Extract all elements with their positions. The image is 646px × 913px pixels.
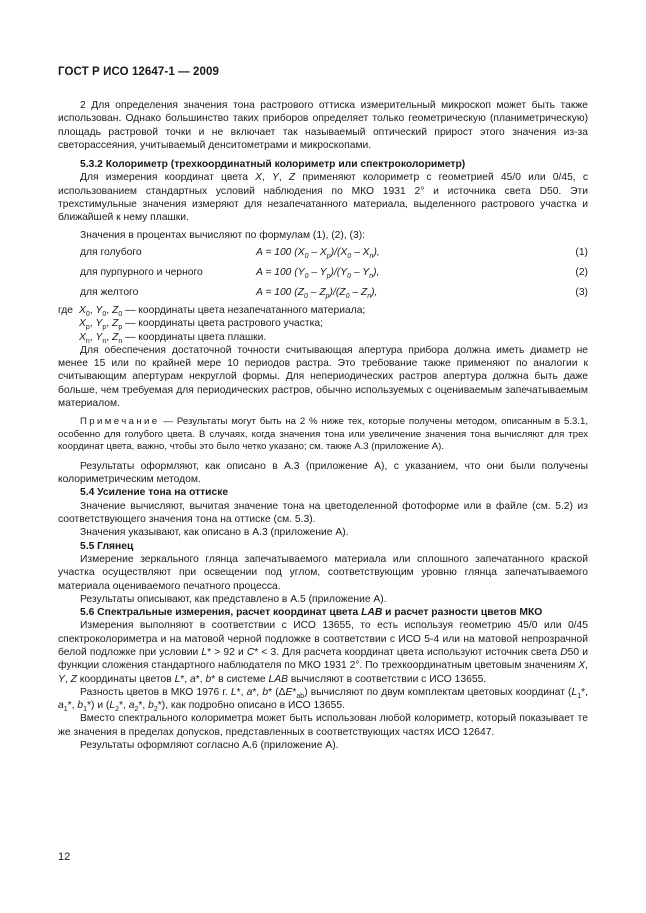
section-5-3-2-heading: 5.3.2 Колориметр (трехкоординатный колориметр или спектроколориметр)	[80, 159, 466, 171]
section-5-6-paragraph-3: Вместо спектрального колориметра может быть использован любой колориметр, который показывает те же значения в пределах допусков, представленных в соответствующих частях ИСО 12647.	[58, 713, 588, 738]
formula-number: (3)	[575, 286, 588, 298]
formula-label: для желтого	[80, 286, 139, 298]
section-5-4-paragraph-1: Значение вычисляют, вычитая значение тона на цветоделенной фотоформе или в файле (см. 5.2) из соответствующего значения тона на оттиске (см. 5.3).	[58, 500, 588, 526]
formula-label: для голубого	[80, 246, 142, 258]
document-header: ГОСТ Р ИСО 12647-1 — 2009	[58, 66, 220, 78]
section-5-4-heading: 5.4 Усиление тона на оттиске	[80, 487, 229, 499]
section-5-5-heading: 5.5 Глянец	[80, 540, 134, 552]
section-5-6-paragraph-4: Результаты оформляют согласно А.6 (приложение А).	[80, 740, 339, 752]
formula-row	[58, 262, 588, 282]
formula-expression: A = 100 $(Y_0 - Y_p)/(Y_0 - Y_n)$,	[256, 266, 380, 281]
note-paragraph: Примечание — Результаты могут быть на 2 % ниже тех, которые получены методом, описанным в 5.3.1, особенно для голубого цвета. В случаях, когда значения тона или увеличение значения тона вычисляют для трех координат цвета, важно, чтобы это было четко указано; см. также А.3 (приложение А).	[58, 416, 588, 453]
section-5-3-2-paragraph-3: Результаты оформляют, как описано в А.3 (приложение А), с указанием, что они были получены колориметрическим методом.	[58, 460, 588, 486]
section-5-6-paragraph-1: Измерения выполняют в соответствии с ИСО 13655, то есть используя геометрию 45/0 или 0/45 спектроколориметра и на матовой черной подложке в соответствии с ИСО 5-4 или на матовой непрозрачной белой подложке при условии L* > 92 и C* < 3. Для расчета координат цвета используют источник света D50 и функции сложения стандартного наблюдателя по МКО 1931 2°. По трехкоординатным цветовым значениям X, Y, Z координаты цветов L*, a*, b* в системе LAB вычисляют в соответствии с ИСО 13655.	[58, 620, 588, 685]
definition: $X_p$, $Y_p$, $Z_p$ — координаты цвета растрового участка;	[79, 318, 323, 332]
note-label: Примечание	[80, 416, 160, 428]
formulas-intro: Значения в процентах вычисляют по формулам (1), (2), (3):	[80, 229, 365, 241]
page-content	[58, 99, 588, 752]
definition-row	[58, 331, 588, 344]
section-5-3-2-paragraph-2: Для обеспечения достаточной точности считывающая апертура прибора должна иметь диаметр не менее 15 или по крайней мере 10 периодов растра. Это требование также применяют по аналогии к считывающим апертурам некруглой формы. Для непериодических растров апертура должна быть даже больше, чем требуемая для периодических растров, обычно используемых с оцениваемым запечатываемым материалом.	[58, 344, 588, 410]
definition-row	[58, 304, 588, 317]
page-number: 12	[58, 851, 71, 863]
section-5-3-2-paragraph-1: Для измерения координат цвета X, Y, Z применяют колориметр с геометрией 45/0 или 0/45, с использованием стандартных условий наблюдения по МКО 1931 2° и источника света D50. Эти трехстимульные значения измеряют для незапечатанного материала, выделенного растрового участка и ближайшей к нему плашки.	[58, 172, 588, 224]
variable-definitions	[58, 304, 588, 344]
section-5-5-paragraph-1: Измерение зеркального глянца запечатываемого материала или сплошного запечатанного краской участка осуществляют при освещении под углом, соответствующим уровню глянца запечатываемого материала оцениваемого печатного процесса.	[58, 553, 588, 592]
section-5-6-paragraph-2: Разность цветов в МКО 1976 г. L*, a*, b* $(\Delta E*_{ab})$ вычисляют по двум комплектам цветовых координат ($L_1*$, $a_1*$, $b_1*$) и ($L_2*$, $a_2*$, $b_2*$), как подробно описано в ИСО 13655.	[58, 686, 588, 714]
definition: $X_0$, $Y_0$, $Z_0$ — координаты цвета незапечатанного материала;	[79, 304, 366, 319]
formula-number: (1)	[575, 246, 588, 258]
formula-row	[58, 282, 588, 302]
formula-expression: A = 100 $(X_0 - X_p)/(X_0 - X_n)$,	[256, 246, 380, 261]
definition: $X_n$, $Y_n$, $Z_n$ — координаты цвета плашки.	[79, 331, 267, 345]
section-5-6-heading: 5.6 Спектральные измерения, расчет координат цвета LAB и расчет разности цветов МКО	[80, 607, 543, 619]
section-5-5-paragraph-2: Результаты описывают, как представлено в А.5 (приложение А).	[80, 593, 387, 605]
where-label: где	[58, 304, 74, 316]
formula-number: (2)	[575, 266, 588, 278]
formula-expression: A = 100 $(Z_0 - Z_p)/(Z_0 - Z_n)$,	[256, 286, 378, 301]
formula-label: для пурпурного и черного	[80, 266, 203, 278]
formula-row	[58, 242, 588, 262]
section-5-4-paragraph-2: Значения указывают, как описано в А.3 (приложение А).	[80, 527, 349, 539]
definition-row	[58, 317, 588, 330]
note-2: 2 Для определения значения тона растрового оттиска измерительный микроскоп может быть также использован. Однако большинство таких приборов определяет только геометрическую (планиметрическую) площадь растровой точки и не включает так называемый оптический прирост этого значения из-за светорассеяния, учитываемый денситометрами и микроскопами.	[58, 100, 588, 151]
